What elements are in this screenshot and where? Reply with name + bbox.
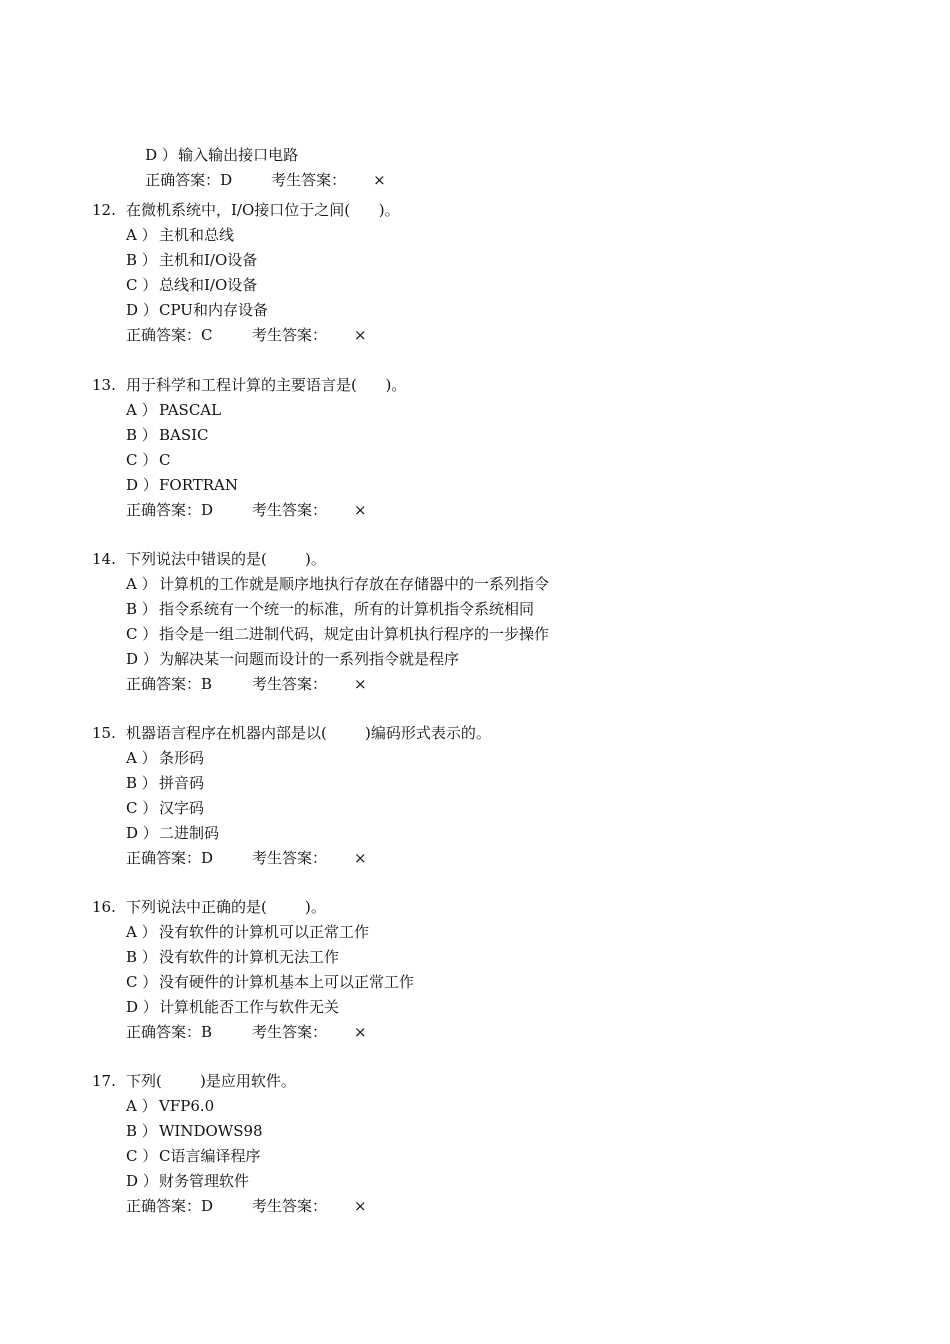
option-text: VFP6.0 [159,1097,215,1115]
option-d [126,1171,249,1191]
option-text: 二进制码 [159,824,220,842]
question-text: 用于科学和工程计算的主要语言是( )。 [126,376,407,394]
option-label: B ） [126,948,157,966]
question-text: 机器语言程序在机器内部是以( )编码形式表示的。 [126,724,491,742]
option-b [126,773,204,793]
option-label: D ） [126,301,158,319]
option-label: A ） [126,1097,157,1115]
question-text: 下列( )是应用软件。 [126,1072,296,1090]
option-d [126,823,219,843]
option-c [126,798,204,818]
correct-answer-value: D [220,171,233,189]
student-answer-label: 考生答案： [252,326,328,344]
answer-line [126,674,367,694]
option-a [126,748,204,768]
answer-line [126,1196,367,1216]
question-number: 14. [92,550,116,568]
correct-answer-label: 正确答案： [145,171,221,189]
option-label: B ） [126,426,157,444]
option-text: 指令是一组二进制代码，规定由计算机执行程序的一步操作 [159,625,550,643]
question-number: 15. [92,724,116,742]
option-b [126,1121,263,1141]
option-d [126,997,339,1017]
correct-answer-label: 正确答案： [126,675,202,693]
student-answer-label: 考生答案： [252,1197,328,1215]
option-text: 主机和I/O设备 [159,251,258,269]
option-label: A ） [126,923,157,941]
option-text: 没有硬件的计算机基本上可以正常工作 [159,973,415,991]
option-label: D ） [145,146,177,164]
question-text: 在微机系统中，I/O接口位于之间( )。 [126,201,400,219]
option-text: FORTRAN [159,476,238,494]
option-b [126,599,534,619]
question-number: 12. [92,201,116,219]
option-c [126,624,549,644]
wrong-mark-icon: × [354,326,367,344]
option-text: PASCAL [159,401,222,419]
option-label: B ） [126,251,157,269]
option-text: 没有软件的计算机可以正常工作 [159,923,370,941]
option-b [126,947,339,967]
correct-answer-label: 正确答案： [126,1197,202,1215]
option-label: C ） [126,799,158,817]
option-a [126,225,234,245]
option-text: C语言编译程序 [159,1147,261,1165]
correct-answer-value: D [201,1197,214,1215]
answer-line [126,325,367,345]
option-text: 汉字码 [159,799,205,817]
option-a [126,574,549,594]
option-text: 条形码 [159,749,205,767]
wrong-mark-icon: × [354,675,367,693]
option-text: C [159,451,171,469]
option-text: BASIC [159,426,209,444]
question-number: 13. [92,376,116,394]
option-label: A ） [126,401,157,419]
wrong-mark-icon: × [354,1023,367,1041]
option-c [126,275,257,295]
option-label: A ） [126,749,157,767]
wrong-mark-icon: × [354,501,367,519]
option-text: CPU和内存设备 [159,301,268,319]
answer-line [126,848,367,868]
option-b [126,250,257,270]
correct-answer-value: D [201,501,214,519]
question-number: 16. [92,898,116,916]
correct-answer-label: 正确答案： [126,501,202,519]
option-label: A ） [126,575,157,593]
option-d [126,300,268,320]
correct-answer-label: 正确答案： [126,326,202,344]
option-text: 为解决某一问题而设计的一系列指令就是程序 [159,650,460,668]
option-label: A ） [126,226,157,244]
question-number: 17. [92,1072,116,1090]
option-text: 输入输出接口电路 [178,146,299,164]
option-text: 财务管理软件 [159,1172,250,1190]
wrong-mark-icon: × [354,1197,367,1215]
option-text: 总线和I/O设备 [159,276,258,294]
option-label: D ） [126,1172,158,1190]
student-answer-label: 考生答案： [252,501,328,519]
option-a [126,922,369,942]
correct-answer-label: 正确答案： [126,849,202,867]
wrong-mark-icon: × [373,171,386,189]
question-text: 下列说法中正确的是( )。 [126,898,326,916]
option-label: B ） [126,600,157,618]
correct-answer-value: B [201,1023,213,1041]
option-text: 计算机的工作就是顺序地执行存放在存储器中的一系列指令 [159,575,550,593]
correct-answer-label: 正确答案： [126,1023,202,1041]
option-a [126,1096,214,1116]
option-c [126,450,170,470]
correct-answer-value: D [201,849,214,867]
student-answer-label: 考生答案： [252,1023,328,1041]
option-label: D ） [126,650,158,668]
option-text: 主机和总线 [159,226,235,244]
option-text: 没有软件的计算机无法工作 [159,948,340,966]
option-label: C ） [126,451,158,469]
option-b [126,425,209,445]
correct-answer-value: B [201,675,213,693]
option-label: D ） [126,824,158,842]
answer-line [126,1022,367,1042]
correct-answer-value: C [201,326,213,344]
student-answer-label: 考生答案： [252,849,328,867]
option-label: D ） [126,998,158,1016]
option-label: B ） [126,774,157,792]
option-label: C ） [126,1147,158,1165]
option-c [126,1146,260,1166]
student-answer-label: 考生答案： [252,675,328,693]
option-d [126,649,459,669]
option-label: C ） [126,276,158,294]
option-label: C ） [126,625,158,643]
wrong-mark-icon: × [354,849,367,867]
option-label: C ） [126,973,158,991]
option-a [126,400,221,420]
question-text: 下列说法中错误的是( )。 [126,550,326,568]
option-c [126,972,414,992]
student-answer-label: 考生答案： [271,171,347,189]
option-text: WINDOWS98 [159,1122,263,1140]
option-label: B ） [126,1122,157,1140]
option-label: D ） [126,476,158,494]
option-text: 计算机能否工作与软件无关 [159,998,340,1016]
answer-line [126,500,367,520]
option-d [126,475,238,495]
option-text: 拼音码 [159,774,205,792]
option-text: 指令系统有一个统一的标准，所有的计算机指令系统相同 [159,600,535,618]
